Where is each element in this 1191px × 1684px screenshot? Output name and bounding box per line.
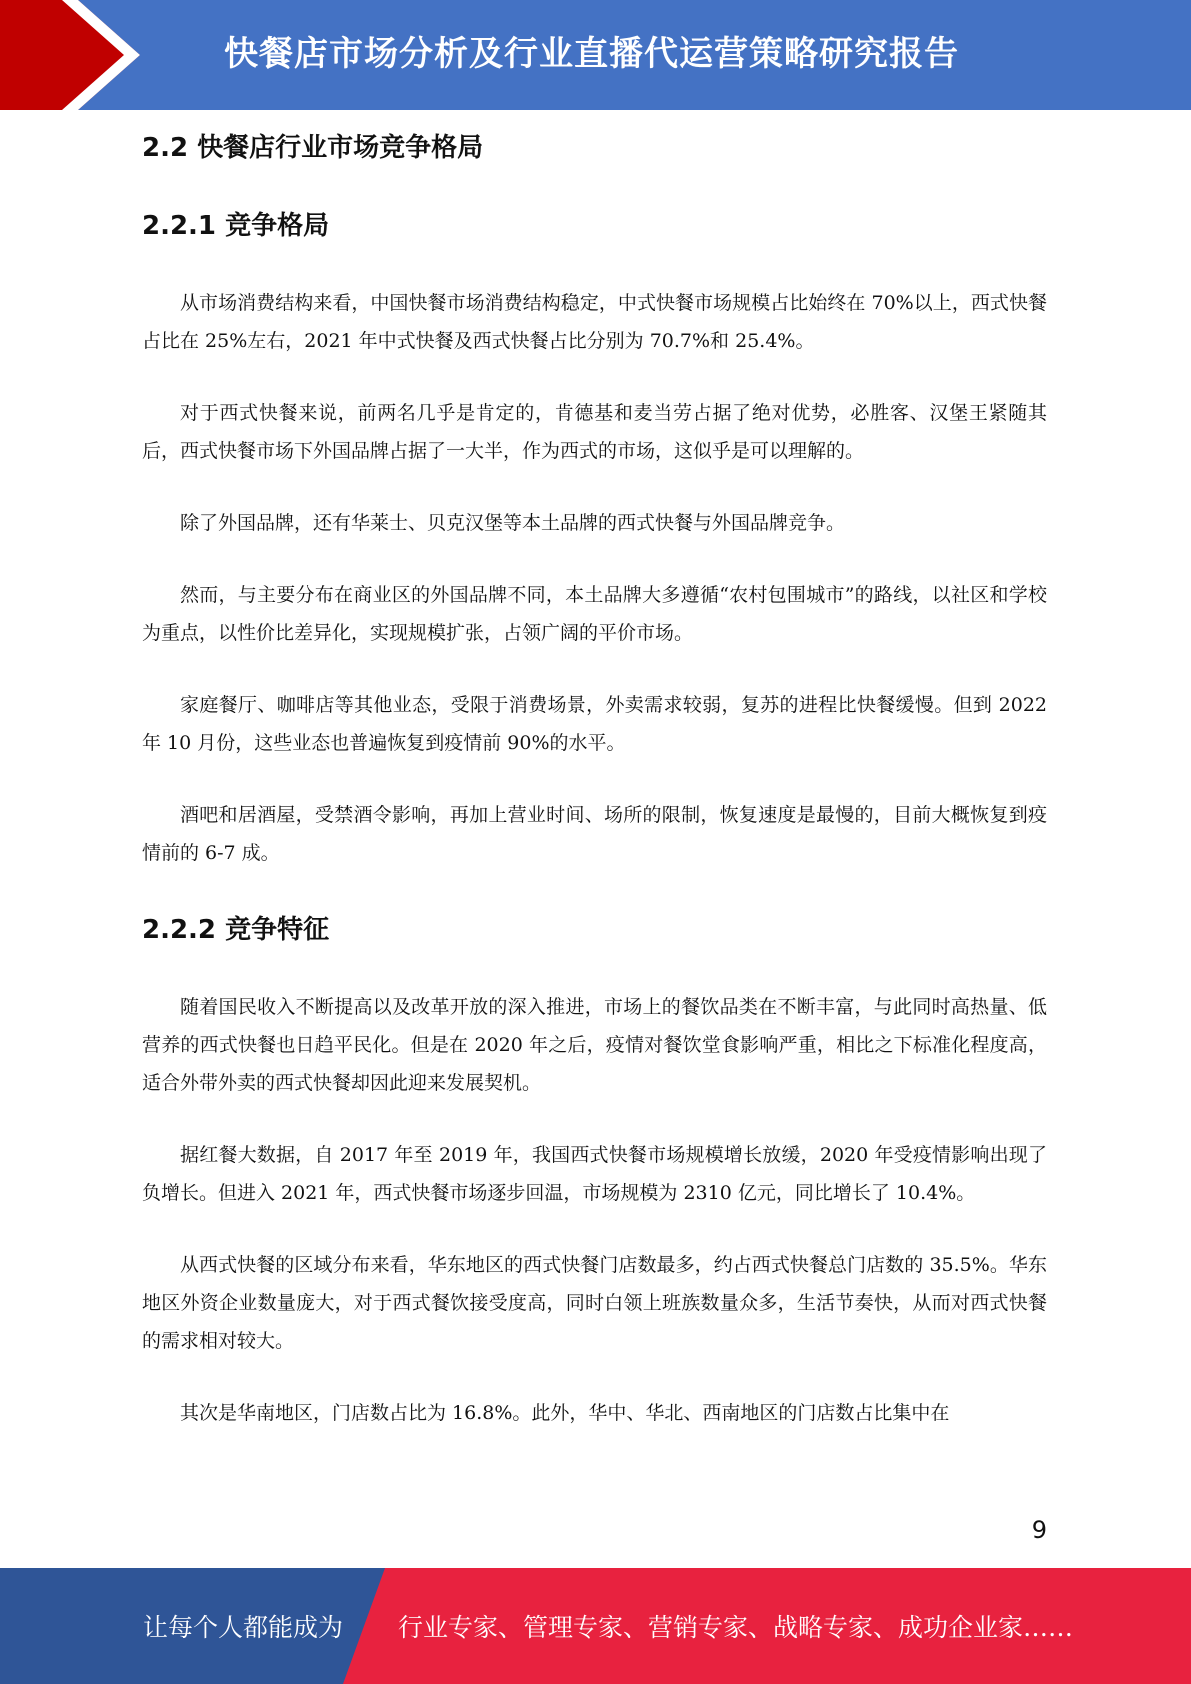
page-content [142,120,1047,1432]
footer-slogan-right: 行业专家、管理专家、营销专家、战略专家、成功企业家…… [398,1613,1074,1642]
footer-banner [0,1568,1191,1684]
footer-slogan-left: 让每个人都能成为 [143,1613,344,1642]
report-title: 快餐店市场分析及行业直播代运营策略研究报告 [224,34,959,74]
paragraph: 家庭餐厅、咖啡店等其他业态，受限于消费场景，外卖需求较弱，复苏的进程比快餐缓慢。但到 2022 年 10 月份，这些业态也普遍恢复到疫情前 90%的水平。 [142,694,1047,754]
paragraph: 对于西式快餐来说，前两名几乎是肯定的，肯德基和麦当劳占据了绝对优势，必胜客、汉堡王紧随其后，西式快餐市场下外国品牌占据了一大半，作为西式的市场，这似乎是可以理解的。 [142,402,1047,462]
paragraph: 随着国民收入不断提高以及改革开放的深入推进，市场上的餐饮品类在不断丰富，与此同时高热量、低营养的西式快餐也日趋平民化。但是在 2020 年之后，疫情对餐饮堂食影响严重，相比之下标准化程度高，适合外带外卖的西式快餐却因此迎来发展契机。 [142,996,1047,1094]
section-heading-2-2: 2.2 快餐店行业市场竞争格局 [142,133,484,163]
paragraph: 然而，与主要分布在商业区的外国品牌不同，本土品牌大多遵循“农村包围城市”的路线，以社区和学校为重点，以性价比差异化，实现规模扩张，占领广阔的平价市场。 [142,584,1047,644]
paragraph: 从西式快餐的区域分布来看，华东地区的西式快餐门店数最多，约占西式快餐总门店数的 35.5%。华东地区外资企业数量庞大，对于西式餐饮接受度高，同时白领上班族数量众多，生活节奏快，从而对西式快餐的需求相对较大。 [142,1254,1047,1352]
page-number: 9 [1031,1516,1047,1544]
section-heading-2-2-1: 2.2.1 竞争格局 [142,211,330,241]
paragraph: 除了外国品牌，还有华莱士、贝克汉堡等本土品牌的西式快餐与外国品牌竞争。 [180,512,846,534]
paragraph: 酒吧和居酒屋，受禁酒令影响，再加上营业时间、场所的限制，恢复速度是最慢的，目前大概恢复到疫情前的 6-7 成。 [142,804,1047,864]
paragraph: 从市场消费结构来看，中国快餐市场消费结构稳定，中式快餐市场规模占比始终在 70%以上，西式快餐占比在 25%左右，2021 年中式快餐及西式快餐占比分别为 70.7%和 25.4%。 [142,292,1047,352]
section-heading-2-2-2: 2.2.2 竞争特征 [142,915,330,945]
paragraph: 其次是华南地区，门店数占比为 16.8%。此外，华中、华北、西南地区的门店数占比集中在 [180,1402,950,1424]
chevron-decoration [0,0,160,110]
paragraph: 据红餐大数据，自 2017 年至 2019 年，我国西式快餐市场规模增长放缓，2020 年受疫情影响出现了负增长。但进入 2021 年，西式快餐市场逐步回温，市场规模为 2310 亿元，同比增长了 10.4%。 [142,1144,1047,1204]
header-banner [0,0,1191,110]
